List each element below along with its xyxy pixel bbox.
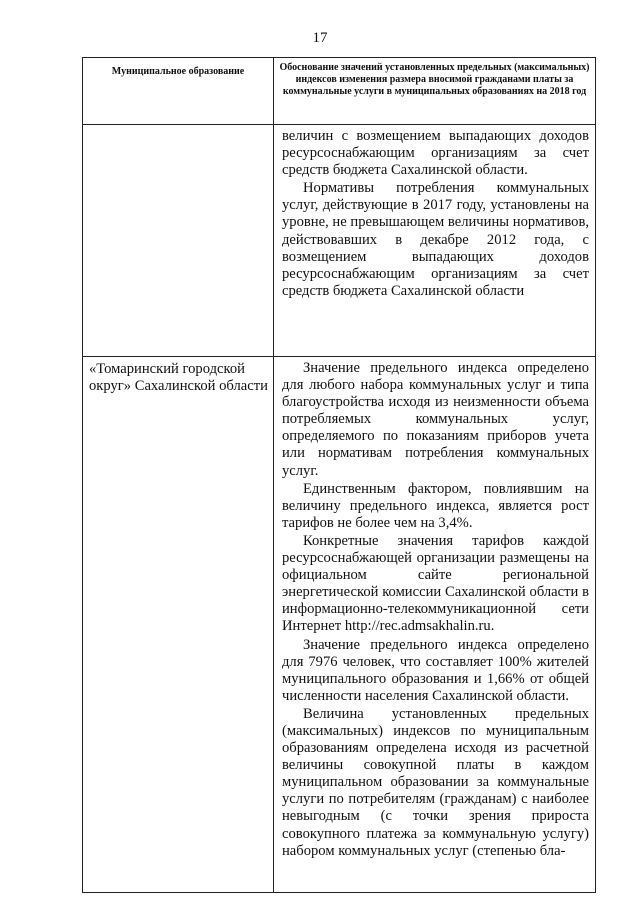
justification-cell [274, 357, 596, 893]
municipality-name: «Томаринский городской округ» Сахалинской области [89, 361, 268, 395]
paragraph: Значение предельного индекса определено для любого набора коммунальных услуг и типа благоустройства исходя из неизменности объема потребляемых коммунальных услуг, определяемого по показаниям приборов учета или нормативам потребления коммунальных услуг. [282, 360, 589, 479]
municipality-cell [83, 357, 274, 893]
header-justification: Обоснование значений установленных предельных (максимальных) индексов изменения размера вносимой гражданами платы за коммунальные услуги в муниципальных образованиях на 2018 год [274, 58, 596, 125]
paragraph: Нормативы потребления коммунальных услуг, действующие в 2017 году, установлены на уровне, не превышающем величины нормативов, действовавших в декабре 2012 года, с возмещением выпадающих доходов ресурсоснабжающим организациям за счет средств бюджета Сахалинской области [282, 180, 589, 299]
paragraph: Конкретные значения тарифов каждой ресурсоснабжающей организации размещены на официальном сайте региональной энергетической комиссии Сахалинской области в информационно-телекоммуникационной сети Интернет http://rec.admsakhalin.ru. [282, 532, 589, 635]
paragraph: Величина установленных предельных (максимальных) индексов по муниципальным образованиям определена исходя из расчетной величины совокупной платы в каждом муниципальном образовании за коммунальные услуги по потребителям (гражданам) с наиболее невыгодным (с точки зрения прироста совокупного платежа за коммунальную услугу) набором коммунальных услуг (степенью бла- [282, 705, 589, 859]
paragraph: Единственным фактором, повлиявшим на величину предельного индекса, является рост тарифов не более чем на 3,4%. [282, 480, 589, 531]
paragraph: Значение предельного индекса определено для 7976 человек, что составляет 100% жителей муниципального образования и 1,66% от общей численности населения Сахалинской области. [282, 636, 589, 704]
table-header-row [83, 58, 596, 125]
justification-table [82, 57, 596, 893]
header-municipality: Муниципальное образование [83, 58, 274, 125]
municipality-cell [83, 125, 274, 357]
table-row [83, 125, 596, 357]
page-number: 17 [312, 30, 328, 46]
table-row [83, 357, 596, 893]
paragraph: величин с возмещением выпадающих доходов ресурсоснабжающим организациям за счет средств бюджета Сахалинской области. [282, 128, 589, 179]
justification-cell [274, 125, 596, 357]
